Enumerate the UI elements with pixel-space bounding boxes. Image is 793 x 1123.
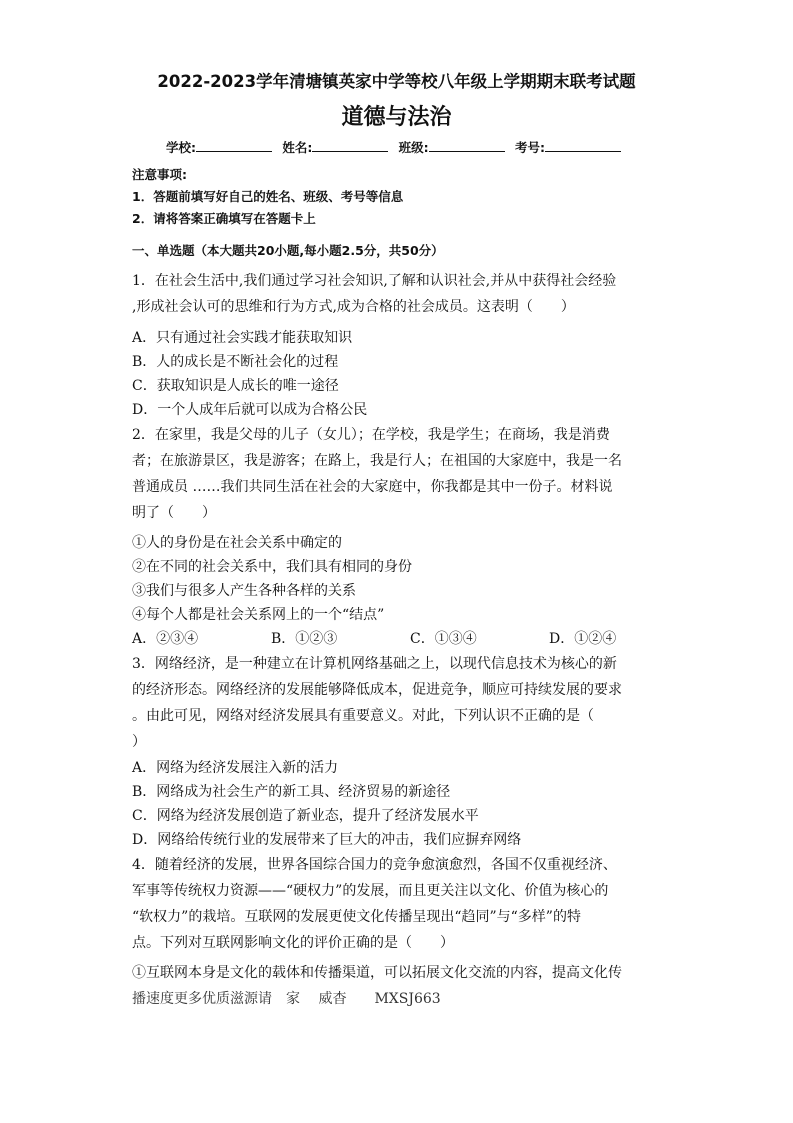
q3-option-a: A．网络为经济发展注入新的活力 — [132, 760, 339, 776]
q2-stem: 者；在旅游景区，我是游客；在路上，我是行人；在祖国的大家庭中，我是一名 — [132, 453, 622, 469]
q4-stem: “软权力”的栽培。互联网的发展更使文化传播呈现出“趋同”与“多样”的特 — [132, 909, 581, 925]
q2-statement: ②在不同的社会关系中，我们具有相同的身份 — [132, 559, 412, 575]
q2-option-d: D．①②④ — [549, 631, 617, 647]
class-label: 班级: — [398, 140, 429, 155]
q3-stem: ） — [132, 734, 146, 750]
section-heading: 一、单选题（本大题共20小题,每小题2.5分，共50分） — [132, 243, 444, 258]
q2-stem: 明了（ ） — [132, 505, 216, 521]
school-label: 学校: — [165, 140, 196, 155]
q2-statement: ③我们与很多人产生各种各样的关系 — [132, 583, 356, 599]
q2-statement: ①人的身份是在社会关系中确定的 — [132, 535, 342, 551]
q1-option-a: A．只有通过社会实践才能获取知识 — [132, 330, 353, 346]
q3-option-c: C．网络为经济发展创造了新业态，提升了经济发展水平 — [132, 808, 479, 824]
q2-options — [132, 629, 688, 649]
class-blank[interactable] — [429, 139, 505, 152]
student-info-row — [0, 138, 793, 156]
q3-stem: 3．网络经济，是一种建立在计算机网络基础之上，以现代信息技术为核心的新 — [132, 656, 617, 672]
q4-stem: 4．随着经济的发展，世界各国综合国力的竞争愈演愈烈，各国不仅重视经济、 — [132, 857, 617, 873]
q2-option-a: A．②③④ — [132, 631, 199, 647]
q2-option-c: C．①③④ — [410, 631, 477, 647]
name-label: 姓名: — [282, 140, 313, 155]
q2-stem: 普通成员 ……我们共同生活在社会的大家庭中，你我都是其中一份子。材料说 — [132, 479, 613, 495]
q4-stem: 点。下列对互联网影响文化的评价正确的是（ ） — [132, 935, 454, 951]
q4-stem: 军事等传统权力资源——“硬权力”的发展，而且更关注以文化、价值为核心的 — [132, 883, 609, 899]
q2-option-b: B．①②③ — [271, 631, 338, 647]
note-item: 1．答题前填写好自己的姓名、班级、考号等信息 — [132, 189, 404, 204]
subject-title: 道德与法治 — [341, 105, 452, 130]
q3-stem: 。由此可见，网络对经济发展具有重要意义。对此，下列认识不正确的是（ — [132, 708, 594, 724]
q4-statement: ①互联网本身是文化的载体和传播渠道，可以拓展文化交流的内容，提高文化传 — [132, 965, 622, 981]
q2-statement: ④每个人都是社会关系网上的一个“结点” — [132, 607, 385, 623]
q4-statement: 播速度更多优质滋源请 家 威杳 MXSJ663 — [132, 991, 441, 1007]
q1-option-c: C．获取知识是人成长的唯一途径 — [132, 378, 339, 394]
q3-option-b: B．网络成为社会生产的新工具、经济贸易的新途径 — [132, 784, 451, 800]
q3-stem: 的经济形态。网络经济的发展能够降低成本，促进竞争，顺应可持续发展的要求 — [132, 682, 622, 698]
notes-heading: 注意事项: — [132, 167, 187, 182]
q1-option-d: D．一个人成年后就可以成为合格公民 — [132, 402, 368, 418]
note-item: 2．请将答案正确填写在答题卡上 — [132, 211, 316, 226]
name-blank[interactable] — [312, 139, 388, 152]
school-blank[interactable] — [196, 139, 272, 152]
q1-stem: ,形成社会认可的思维和行为方式,成为合格的社会成员。这表明（ ） — [132, 299, 575, 315]
exam-title: 2022-2023学年清塘镇英家中学等校八年级上学期期末联考试题 — [157, 72, 636, 91]
q2-stem: 2．在家里，我是父母的儿子（女儿）；在学校，我是学生；在商场，我是消费 — [132, 427, 610, 443]
q1-option-b: B．人的成长是不断社会化的过程 — [132, 354, 339, 370]
exam-number-label: 考号: — [515, 140, 546, 155]
q1-stem: 1．在社会生活中,我们通过学习社会知识,了解和认识社会,并从中获得社会经验 — [132, 273, 617, 289]
exam-number-blank[interactable] — [545, 139, 621, 152]
q3-option-d: D．网络给传统行业的发展带来了巨大的冲击，我们应摒弃网络 — [132, 832, 522, 848]
